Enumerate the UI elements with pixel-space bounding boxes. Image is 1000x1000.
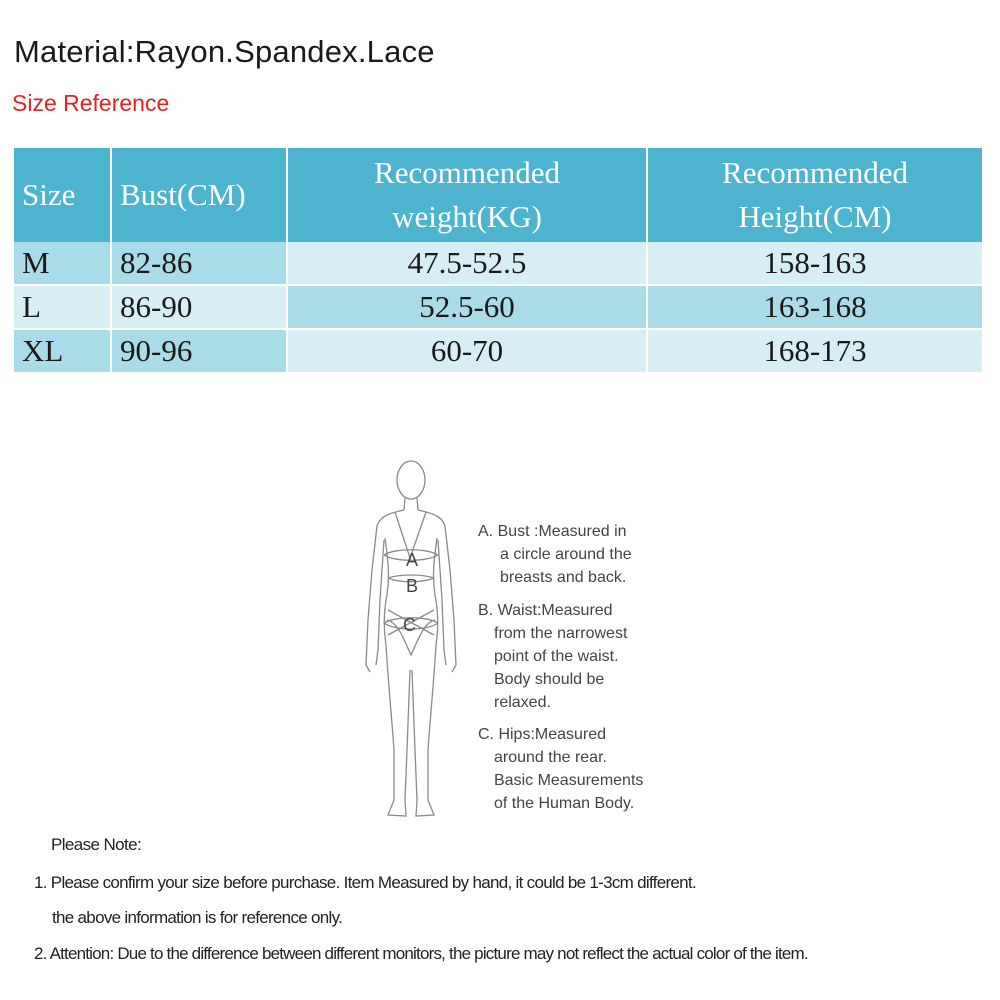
figure-label-a: A [406,550,419,570]
table-row [14,286,982,330]
cell-height: 163-168 [648,286,982,330]
waist-desc-line: B. Waist:Measured [478,602,613,619]
header-weight-line2: weight(KG) [392,199,542,234]
header-size: Size [14,148,112,242]
right-arm-outer [418,510,456,672]
header-weight [288,148,648,242]
hips-desc-line: C. Hips:Measured [478,726,607,743]
waist-description [478,599,627,714]
right-arm-inner [438,540,446,665]
head-shape [397,461,425,499]
cell-bust: 90-96 [112,330,288,374]
left-leg [386,645,410,816]
cell-size: L [14,286,112,330]
left-arm-outer [366,510,404,672]
cell-weight: 47.5-52.5 [288,242,648,286]
hips-desc-line: around the rear. [494,749,607,766]
material-heading: Material:Rayon.Spandex.Lace [14,34,435,69]
waist-desc-line: Body should be [494,671,605,688]
left-arm-inner [376,540,384,665]
table-header-row [14,148,982,242]
figure-label-c: C [403,615,416,635]
body-outline [366,461,456,816]
cell-weight: 60-70 [288,330,648,374]
bust-desc-line: a circle around the [500,546,632,563]
please-note-title: Please Note: [51,835,142,854]
body-measurement-figure [350,450,470,840]
bust-description [478,520,632,589]
right-leg [412,645,436,816]
waist-desc-line: from the narrowest [494,625,628,642]
cell-size: M [14,242,112,286]
bust-desc-line: breasts and back. [500,569,627,586]
cell-height: 158-163 [648,242,982,286]
note-1-continued: the above information is for reference only. [52,908,343,927]
hips-desc-line: of the Human Body. [494,795,635,812]
cell-bust: 86-90 [112,286,288,330]
header-height-line2: Height(CM) [738,199,892,234]
table-row [14,242,982,286]
waist-desc-line: point of the waist. [494,648,619,665]
cell-height: 168-173 [648,330,982,374]
hips-description [478,723,643,815]
header-height [648,148,982,242]
bust-desc-line: A. Bust :Measured in [478,523,627,540]
header-bust: Bust(CM) [112,148,288,242]
header-weight-line1: Recommended [374,155,560,190]
cell-weight: 52.5-60 [288,286,648,330]
cell-size: XL [14,330,112,374]
hips-desc-line: Basic Measurements [494,772,644,789]
size-chart-table [14,148,982,374]
note-1: 1. Please confirm your size before purchase. Item Measured by hand, it could be 1-3cm different. [34,873,696,892]
neck-shape [404,498,418,510]
table-row [14,330,982,374]
waist-desc-line: relaxed. [494,694,551,711]
note-2: 2. Attention: Due to the difference between different monitors, the picture may not reflect the actual color of the item. [34,944,808,963]
header-height-line1: Recommended [722,155,908,190]
figure-label-b: B [406,576,419,596]
size-reference-heading: Size Reference [12,90,170,116]
cell-bust: 82-86 [112,242,288,286]
